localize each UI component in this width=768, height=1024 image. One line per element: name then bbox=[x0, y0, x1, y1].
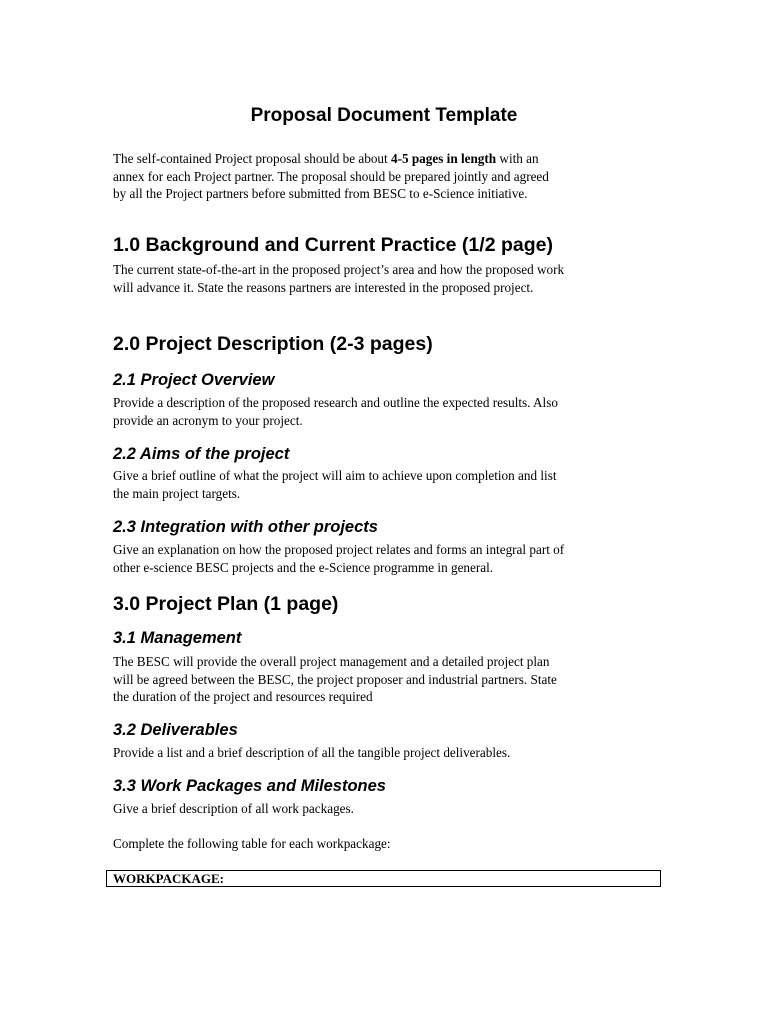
section-2-2-paragraph: Give a brief outline of what the project will aim to achieve upon completion and list the main project targets. bbox=[113, 468, 557, 501]
intro-line-1: The self-contained Project proposal should be about 4-5 pages in length with an bbox=[113, 151, 539, 166]
table-intro: Complete the following table for each workpackage: bbox=[113, 836, 391, 851]
section-2-2-heading: 2.2 Aims of the project bbox=[113, 445, 290, 463]
workpackage-table bbox=[106, 870, 661, 887]
document-title: Proposal Document Template bbox=[250, 105, 518, 126]
intro-line-3: by all the Project partners before submitted from BESC to e-Science initiative. bbox=[113, 186, 528, 201]
section-2-1-paragraph: Provide a description of the proposed research and outline the expected results. Also provide an acronym to your project. bbox=[113, 395, 558, 428]
section-3-3-heading: 3.3 Work Packages and Milestones bbox=[113, 777, 386, 795]
section-1-heading: 1.0 Background and Current Practice (1/2 page) bbox=[113, 234, 553, 256]
section-3-2-heading: 3.2 Deliverables bbox=[113, 721, 238, 739]
section-2-1-heading: 2.1 Project Overview bbox=[113, 371, 275, 389]
section-2-heading: 2.0 Project Description (2-3 pages) bbox=[113, 333, 433, 355]
intro-paragraph bbox=[113, 150, 549, 203]
intro-line-2: annex for each Project partner. The proposal should be prepared jointly and agreed bbox=[113, 168, 549, 184]
workpackage-label: WORKPACKAGE: bbox=[113, 871, 224, 886]
section-3-1-heading: 3.1 Management bbox=[113, 629, 242, 647]
section-3-heading: 3.0 Project Plan (1 page) bbox=[113, 593, 339, 615]
section-3-2-paragraph: Provide a list and a brief description of all the tangible project deliverables. bbox=[113, 745, 511, 760]
section-3-1-paragraph: The BESC will provide the overall project management and a detailed project plan will be agreed between the BESC, the project proposer and industrial partners. State the duration of the project and resources required bbox=[113, 654, 557, 704]
section-1-paragraph: The current state-of-the-art in the proposed project’s area and how the proposed work will advance it. State the reasons partners are interested in the proposed project. bbox=[113, 262, 565, 295]
section-2-3-paragraph: Give an explanation on how the proposed project relates and forms an integral part of other e-science BESC projects and the e-Science programme in general. bbox=[113, 542, 565, 575]
section-2-3-heading: 2.3 Integration with other projects bbox=[113, 518, 378, 536]
section-3-3-paragraph: Give a brief description of all work packages. bbox=[113, 801, 354, 816]
